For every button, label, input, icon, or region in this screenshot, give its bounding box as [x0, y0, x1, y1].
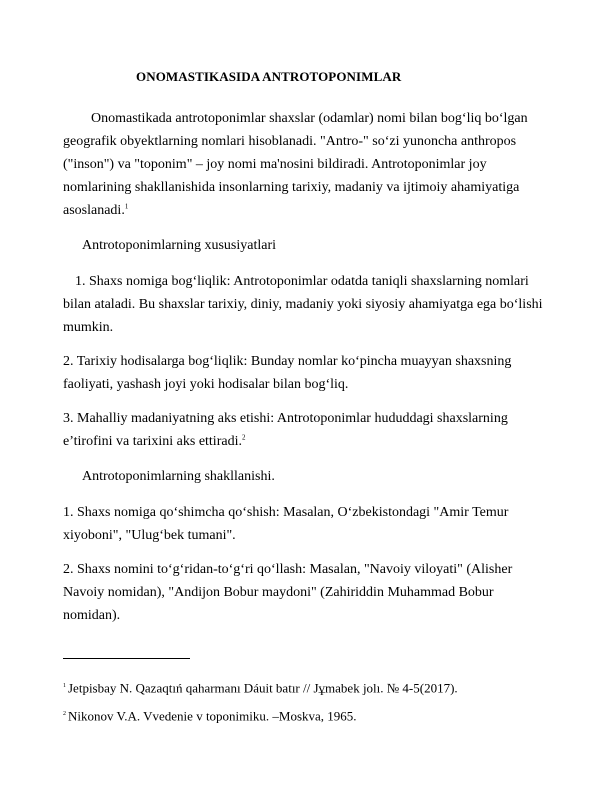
- footnote-ref-1[interactable]: 1: [124, 202, 129, 211]
- intro-paragraph: [63, 107, 543, 222]
- footnote-text: Jetpisbay N. Qazaqtıń qaharmanı Dáuit batır // Jұmabek jolı. № 4-5(2017).: [68, 680, 458, 696]
- document-title: ONOMASTIKASIDA ANTROTOPONIMLAR: [136, 69, 402, 84]
- footnote-2: [63, 705, 563, 725]
- footnote-mark: 2: [63, 711, 66, 717]
- footnote-mark: 1: [63, 683, 66, 689]
- list-item-formation-2: 2. Shaxs nomini to‘g‘ridan-to‘g‘ri qo‘llash: Masalan, "Navoiy viloyati" (Alisher Navoiy nomidan), "Andijon Bobur maydoni" (Zahiriddin Muhammad Bobur nomidan).: [63, 562, 513, 623]
- footnote-text: Nikonov V.A. Vvedenie v toponimiku. –Moskva, 1965.: [68, 708, 357, 724]
- section-heading-features: Antrotoponimlarning xususiyatlari: [82, 238, 277, 253]
- list-item-formation-1: 1. Shaxs nomiga qo‘shimcha qo‘shish: Masalan, O‘zbekistondagi "Amir Temur xiyoboni", "Ulug‘bek tumani".: [63, 505, 509, 543]
- list-item-feature-3: [63, 407, 543, 453]
- list-item-feature-1: 1. Shaxs nomiga bog‘liqlik: Antrotoponimlar odatda taniqli shaxslarning nomlari bilan ataladi. Bu shaxslar tarixiy, diniy, madaniy yoki siyosiy ahamiyatga ega bo‘lishi mumkin.: [63, 274, 543, 335]
- section-heading-formation: Antrotoponimlarning shakllanishi.: [82, 469, 275, 484]
- intro-text: Onomastikada antrotoponimlar shaxslar (odamlar) nomi bilan bog‘liq bo‘lgan geografik obyektlarning nomlari hisoblanadi. "Antro-" so‘zi yunoncha anthropos ("inson") va "toponim" – joy nomi ma'nosini bildiradi. Antrotoponimlar joy nomlarining shakllanishida insonlarning tarixiy, madaniy va ijtimoiy ahamiyatiga asoslanadi.: [63, 111, 528, 218]
- footnote-1: [63, 677, 563, 697]
- feature-3-text: 3. Mahalliy madaniyatning aks etishi: Antrotoponimlar hududdagi shaxslarning e’tirofini va tarixini aks ettiradi.: [63, 411, 508, 449]
- footnote-separator: [63, 658, 190, 659]
- list-item-feature-2: 2. Tarixiy hodisalarga bog‘liqlik: Bunday nomlar ko‘pincha muayyan shaxsning faoliyati, yashash joyi yoki hodisalar bilan bog‘liq.: [63, 354, 512, 392]
- footnote-ref-2[interactable]: 2: [241, 433, 246, 442]
